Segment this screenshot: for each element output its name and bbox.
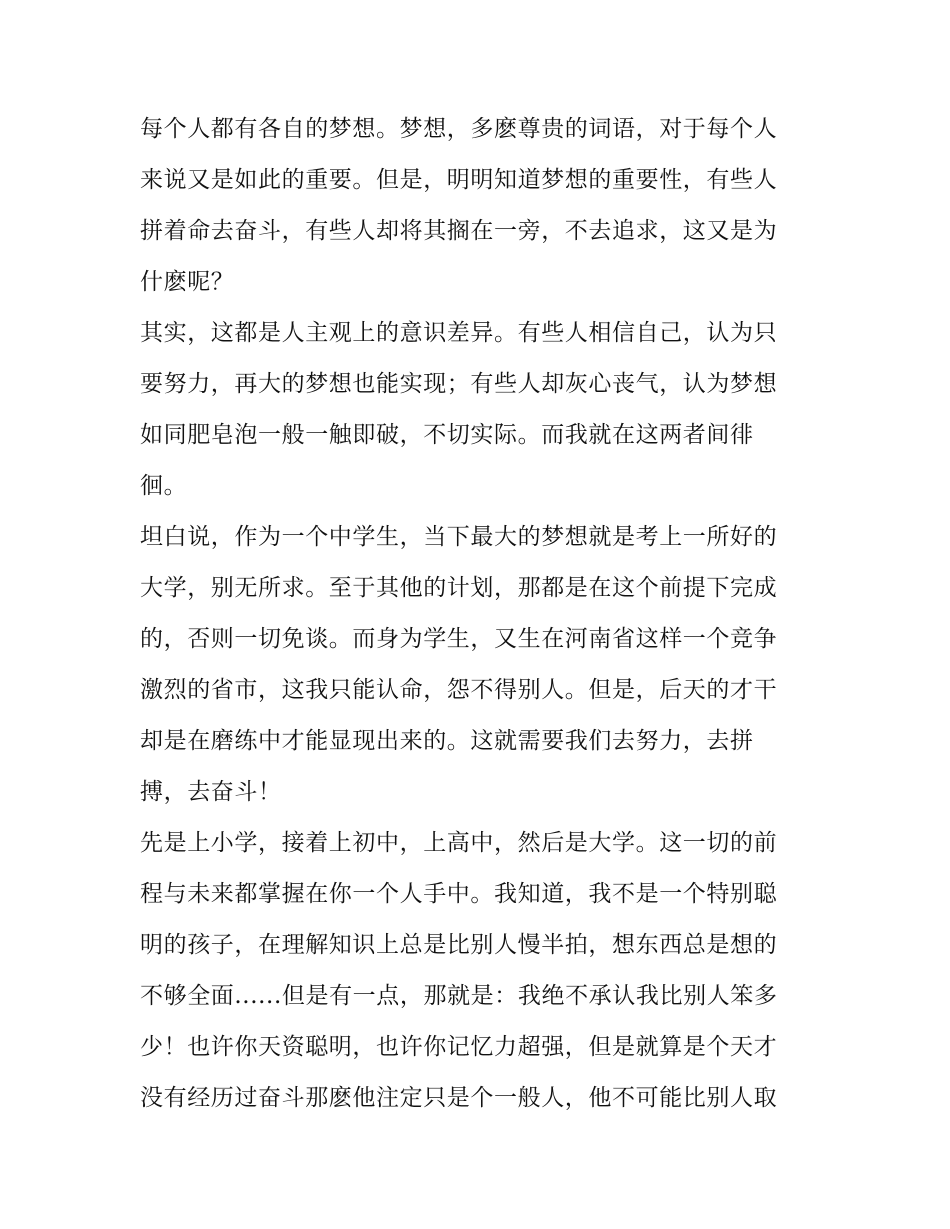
text-line: 坦白说，作为一个中学生，当下最大的梦想就是考上一所好的 bbox=[140, 524, 778, 550]
text-line: 不够全面......但是有一点，那就是：我绝不承认我比别人笨多 bbox=[140, 983, 778, 1009]
text-line: 徊。 bbox=[140, 473, 188, 499]
text-line: 其实，这都是人主观上的意识差异。有些人相信自己，认为只 bbox=[140, 320, 778, 346]
text-line: 如同肥皂泡一般一触即破，不切实际。而我就在这两者间徘 bbox=[140, 422, 754, 448]
text-line: 先是上小学，接着上初中，上高中，然后是大学。这一切的前 bbox=[140, 830, 778, 856]
text-line: 明的孩子，在理解知识上总是比别人慢半拍，想东西总是想的 bbox=[140, 932, 778, 958]
text-line: 大学，别无所求。至于其他的计划，那都是在这个前提下完成 bbox=[140, 575, 778, 601]
text-line: 要努力，再大的梦想也能实现；有些人却灰心丧气，认为梦想 bbox=[140, 371, 778, 397]
essay-body bbox=[140, 104, 815, 1124]
text-line: 搏，去奋斗！ bbox=[140, 779, 282, 805]
text-line: 每个人都有各自的梦想。梦想，多麽尊贵的词语，对于每个人 bbox=[140, 116, 778, 142]
text-line: 激烈的省市，这我只能认命，怨不得别人。但是，后天的才干 bbox=[140, 677, 778, 703]
text-line: 却是在磨练中才能显现出来的。这就需要我们去努力，去拼 bbox=[140, 728, 754, 754]
text-line: 的，否则一切免谈。而身为学生，又生在河南省这样一个竞争 bbox=[140, 626, 778, 652]
text-line: 没有经历过奋斗那麽他注定只是个一般人，他不可能比别人取 bbox=[140, 1085, 778, 1111]
text-line: 程与未来都掌握在你一个人手中。我知道，我不是一个特别聪 bbox=[140, 881, 778, 907]
text-line: 拼着命去奋斗，有些人却将其搁在一旁，不去追求，这又是为 bbox=[140, 218, 778, 244]
text-line: 少！也许你天资聪明，也许你记忆力超强，但是就算是个天才 bbox=[140, 1034, 778, 1060]
text-line: 什麽呢？ bbox=[140, 269, 235, 295]
text-line: 来说又是如此的重要。但是，明明知道梦想的重要性，有些人 bbox=[140, 167, 778, 193]
